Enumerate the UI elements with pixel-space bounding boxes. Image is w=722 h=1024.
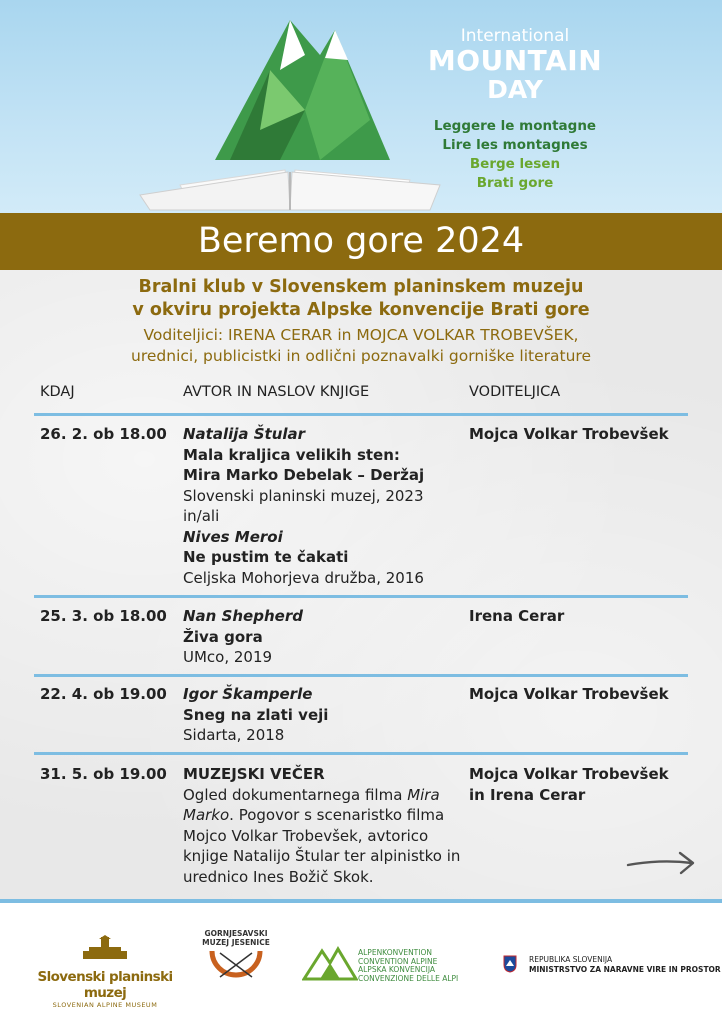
reading-it: Leggere le montagne [433, 118, 597, 134]
divider [34, 752, 688, 755]
desc-post: . Pogovor s scenaristko filma Mojco Volkar Trobevšek, avtorico knjige Natalijo Štular ter alpinistko in urednico Ines Božič Skok. [183, 806, 461, 886]
book-title: Ne pustim te čakati [183, 548, 349, 566]
book-title: Mala kraljica velikih sten: [183, 445, 400, 464]
arrow-right-icon [626, 848, 696, 878]
publisher: Celjska Mohorjeva družba, 2016 [183, 568, 424, 587]
divider [34, 413, 688, 416]
col-host: VODITELJICA [469, 384, 561, 400]
host-line: Mojca Volkar Trobevšek [469, 765, 669, 783]
row-host: Irena Cerar [469, 607, 565, 625]
header [0, 0, 722, 213]
imd-line1: International [460, 26, 570, 46]
host-line: in Irena Cerar [469, 785, 586, 804]
ministry-text [529, 955, 721, 975]
reading-fr: Lire les montagnes [442, 137, 588, 153]
desc-pre: Ogled dokumentarnega filma [183, 785, 408, 804]
film-title: Mira Marko [183, 785, 440, 824]
alp-line: CONVENTION ALPINE [358, 956, 438, 966]
book-title: Živa gora [183, 627, 263, 646]
col-book: AVTOR IN NASLOV KNJIGE [183, 384, 370, 400]
ministry-line1: REPUBLIKA SLOVENIJA [529, 955, 613, 964]
row-host: Mojca Volkar Trobevšek [469, 425, 669, 443]
event-description [183, 785, 473, 888]
row-host: Mojca Volkar Trobevšek [469, 685, 669, 703]
row-books [183, 764, 473, 887]
row-date: 26. 2. ob 18.00 [40, 425, 167, 443]
row-books [183, 606, 473, 668]
reading-sl: Brati gore [476, 175, 554, 191]
publisher: UMco, 2019 [183, 648, 273, 666]
gornjesavski-museum-logo [195, 929, 277, 991]
book-title: Mira Marko Debelak – Deržaj [183, 466, 425, 484]
intro [0, 270, 722, 367]
row-date: 22. 4. ob 19.00 [40, 685, 167, 703]
imd-line3: DAY [487, 75, 543, 104]
divider [34, 595, 688, 598]
event-title: MUZEJSKI VEČER [183, 765, 325, 783]
row-date: 31. 5. ob 19.00 [40, 765, 167, 783]
gmj-line1: GORNJESAVSKI [204, 929, 268, 938]
partner-logos [0, 903, 722, 1024]
alp-text [358, 949, 458, 983]
mountain-book-illustration [120, 0, 450, 213]
row-books [183, 684, 473, 746]
col-when: KDAJ [40, 384, 75, 400]
author: Nives Meroi [183, 527, 283, 546]
programme [0, 270, 722, 900]
intro-title-2: v okviru projekta Alpske konvencije Brati gore [132, 300, 590, 320]
publisher: Slovenski planinski muzej, 2023 [183, 486, 424, 505]
intro-hosts-1: Voditeljici: IRENA CERAR in MOJCA VOLKAR TROBEVŠEK, [143, 326, 579, 344]
page-title: Beremo gore 2024 [0, 213, 722, 270]
spm-subtitle: SLOVENIAN ALPINE MUSEUM [52, 1001, 158, 1009]
row-date: 25. 3. ob 18.00 [40, 607, 167, 625]
castle-icon [77, 935, 133, 961]
author: Natalija Štular [183, 425, 306, 443]
museum-emblem-icon [206, 947, 266, 987]
book-title: Sneg na zlati veji [183, 705, 329, 724]
mountain-day-logo [420, 26, 610, 193]
or-text: in/ali [183, 507, 220, 525]
imd-line2: MOUNTAIN [427, 44, 603, 77]
alpine-convention-icon [302, 945, 358, 981]
publisher: Sidarta, 2018 [183, 726, 285, 744]
alp-line: CONVENZIONE DELLE ALPI [358, 973, 459, 983]
slovenia-coat-of-arms-icon [503, 955, 517, 973]
slovenian-alpine-museum-logo [30, 935, 180, 1009]
intro-title-1: Bralni klub v Slovenskem planinskem muzeju [138, 277, 584, 297]
reading-de: Berge lesen [469, 156, 561, 172]
gmj-line2: MUZEJ JESENICE [202, 938, 270, 947]
spm-name: Slovenski planinski muzej [37, 969, 173, 1001]
ministry-line2: MINISTRSTVO ZA NARAVNE VIRE IN PROSTOR [529, 965, 721, 974]
row-books [183, 424, 473, 588]
table-header [40, 384, 688, 404]
row-host [469, 764, 689, 805]
author: Nan Shepherd [183, 607, 303, 625]
author: Igor Škamperle [183, 685, 313, 703]
divider [34, 674, 688, 677]
intro-hosts-2: urednici, publicistki in odlični poznavalki gorniške literature [131, 347, 591, 365]
alp-line: ALPSKA KONVENCIJA [358, 965, 436, 974]
alp-line: ALPENKONVENTION [358, 948, 432, 957]
reading-mountains-list [420, 117, 610, 193]
